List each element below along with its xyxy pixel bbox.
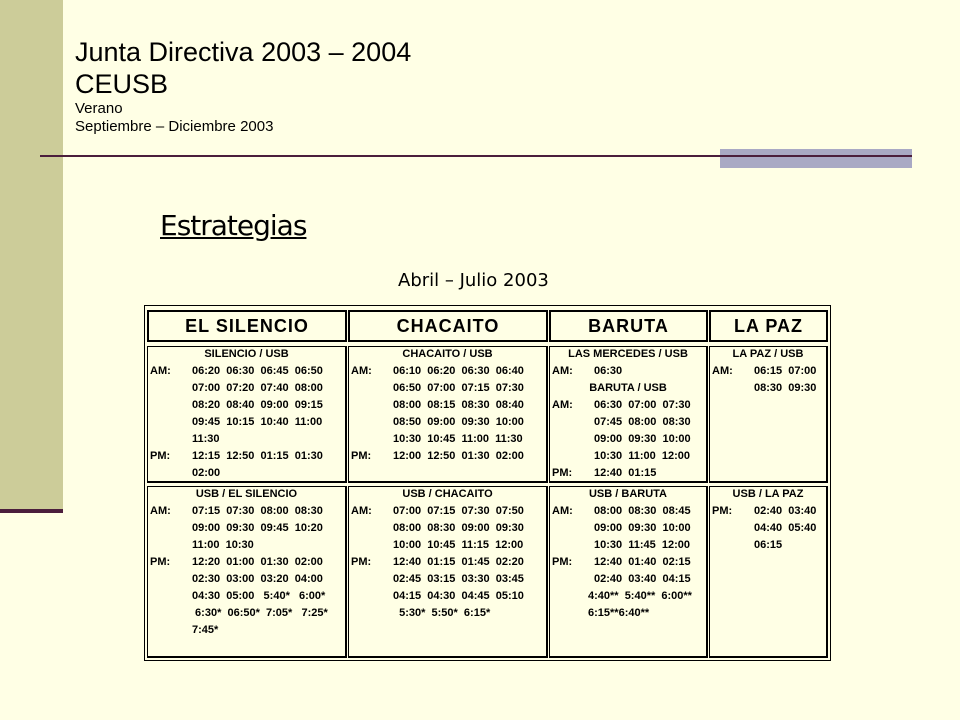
row-times: 07:00 07:20 07:40 08:00 bbox=[192, 382, 323, 394]
block-title: LAS MERCEDES / USB bbox=[568, 348, 688, 360]
column-header-baruta: BARUTA bbox=[549, 310, 708, 342]
row-times: 04:40 05:40 bbox=[754, 522, 817, 534]
row-times: 02:45 03:15 03:30 03:45 bbox=[393, 573, 524, 585]
row-label: AM: bbox=[351, 365, 372, 377]
row-label: PM: bbox=[150, 450, 171, 462]
row-label: AM: bbox=[351, 505, 372, 517]
row-times: 08:00 08:30 09:00 09:30 bbox=[393, 522, 524, 534]
row-label: PM: bbox=[150, 556, 171, 568]
row-label: AM: bbox=[552, 399, 573, 411]
row-times: 6:15**6:40** bbox=[588, 607, 650, 619]
block-title: USB / EL SILENCIO bbox=[195, 488, 298, 500]
block-title: CHACAITO / USB bbox=[402, 348, 493, 360]
schedule-block-baruta-usb bbox=[549, 346, 708, 483]
row-times: 10:30 11:45 12:00 bbox=[594, 539, 691, 551]
row-times: 12:15 12:50 01:15 01:30 bbox=[192, 450, 323, 462]
schedule-block-usb-silencio bbox=[147, 486, 347, 658]
row-label: PM: bbox=[552, 467, 573, 479]
row-times: 10:30 11:00 12:00 bbox=[594, 450, 691, 462]
left-decorative-bar bbox=[0, 0, 63, 510]
column-header-chacaito: CHACAITO bbox=[348, 310, 548, 342]
row-times: 07:45 08:00 08:30 bbox=[594, 416, 691, 428]
section-title: Estrategias bbox=[160, 209, 307, 242]
row-times: 06:15 bbox=[754, 539, 783, 551]
block-title: SILENCIO / USB bbox=[204, 348, 289, 360]
row-times: 06:30 07:00 07:30 bbox=[594, 399, 691, 411]
block-title: USB / CHACAITO bbox=[402, 488, 493, 500]
schedule-block-silencio-usb bbox=[147, 346, 347, 483]
row-label: AM: bbox=[552, 505, 573, 517]
row-times: 04:30 05:00 5:40* 6:00* bbox=[192, 590, 326, 602]
row-times: 08:00 08:15 08:30 08:40 bbox=[393, 399, 524, 411]
row-times: 12:40 01:15 01:45 02:20 bbox=[393, 556, 524, 568]
row-times: 6:30* 06:50* 7:05* 7:25* bbox=[192, 607, 328, 619]
row-times: 4:40** 5:40** 6:00** bbox=[588, 590, 692, 602]
row-times: 07:00 07:15 07:30 07:50 bbox=[393, 505, 524, 517]
schedule-block-usb-lapaz bbox=[709, 486, 828, 658]
row-times: 12:40 01:15 bbox=[594, 467, 657, 479]
row-label: PM: bbox=[712, 505, 733, 517]
row-times: 02:40 03:40 04:15 bbox=[594, 573, 691, 585]
row-label: PM: bbox=[552, 556, 573, 568]
row-times: 11:30 bbox=[192, 433, 220, 445]
header-title-line2: CEUSB bbox=[75, 69, 169, 99]
header-divider bbox=[40, 155, 912, 157]
block-title: USB / LA PAZ bbox=[732, 488, 804, 500]
row-times: 07:15 07:30 08:00 08:30 bbox=[192, 505, 323, 517]
column-header-el-silencio: EL SILENCIO bbox=[147, 310, 347, 342]
row-times: 09:00 09:30 09:45 10:20 bbox=[192, 522, 323, 534]
row-times: 5:30* 5:50* 6:15* bbox=[393, 607, 491, 619]
row-times: 12:40 01:40 02:15 bbox=[594, 556, 691, 568]
schedule-subtitle: Abril – Julio 2003 bbox=[398, 270, 549, 291]
row-times: 09:00 09:30 10:00 bbox=[594, 522, 691, 534]
slide-header bbox=[75, 36, 411, 136]
block-title: LA PAZ / USB bbox=[732, 348, 804, 360]
row-label: AM: bbox=[150, 505, 171, 517]
row-times: 02:30 03:00 03:20 04:00 bbox=[192, 573, 323, 585]
block-subtitle: BARUTA / USB bbox=[589, 382, 667, 394]
row-times: 06:10 06:20 06:30 06:40 bbox=[393, 365, 524, 377]
row-times: 11:00 10:30 bbox=[192, 539, 254, 551]
row-label: AM: bbox=[552, 365, 573, 377]
row-times: 08:30 09:30 bbox=[754, 382, 817, 394]
row-times: 06:20 06:30 06:45 06:50 bbox=[192, 365, 323, 377]
row-times: 12:20 01:00 01:30 02:00 bbox=[192, 556, 323, 568]
schedule-block-chacaito-usb bbox=[348, 346, 548, 483]
row-times: 09:00 09:30 10:00 bbox=[594, 433, 691, 445]
row-label: AM: bbox=[712, 365, 733, 377]
row-times: 06:30 bbox=[594, 365, 623, 377]
schedule-block-usb-baruta bbox=[549, 486, 708, 658]
row-label: PM: bbox=[351, 556, 372, 568]
row-times: 06:50 07:00 07:15 07:30 bbox=[393, 382, 524, 394]
row-times: 04:15 04:30 04:45 05:10 bbox=[393, 590, 524, 602]
row-times: 08:20 08:40 09:00 09:15 bbox=[192, 399, 323, 411]
column-header-la-paz: LA PAZ bbox=[709, 310, 828, 342]
row-times: 10:30 10:45 11:00 11:30 bbox=[393, 433, 523, 445]
row-times: 06:15 07:00 bbox=[754, 365, 817, 377]
row-times: 10:00 10:45 11:15 12:00 bbox=[393, 539, 524, 551]
schedule-block-lapaz-usb bbox=[709, 346, 828, 483]
header-season: Verano bbox=[75, 100, 123, 117]
row-times: 08:00 08:30 08:45 bbox=[594, 505, 691, 517]
left-accent-line bbox=[0, 509, 63, 513]
row-times: 02:40 03:40 bbox=[754, 505, 817, 517]
row-label: AM: bbox=[150, 365, 171, 377]
row-times: 12:00 12:50 01:30 02:00 bbox=[393, 450, 524, 462]
header-title-line1: Junta Directiva 2003 – 2004 bbox=[75, 37, 412, 67]
row-label: PM: bbox=[351, 450, 372, 462]
schedule-block-usb-chacaito bbox=[348, 486, 548, 658]
block-title: USB / BARUTA bbox=[588, 488, 667, 500]
row-times: 09:45 10:15 10:40 11:00 bbox=[192, 416, 323, 428]
row-times: 02:00 bbox=[192, 467, 221, 479]
row-times: 7:45* bbox=[192, 624, 219, 636]
row-times: 08:50 09:00 09:30 10:00 bbox=[393, 416, 524, 428]
header-gray-accent bbox=[720, 149, 912, 168]
header-period: Septiembre – Diciembre 2003 bbox=[75, 118, 274, 135]
schedule-table bbox=[144, 305, 831, 661]
